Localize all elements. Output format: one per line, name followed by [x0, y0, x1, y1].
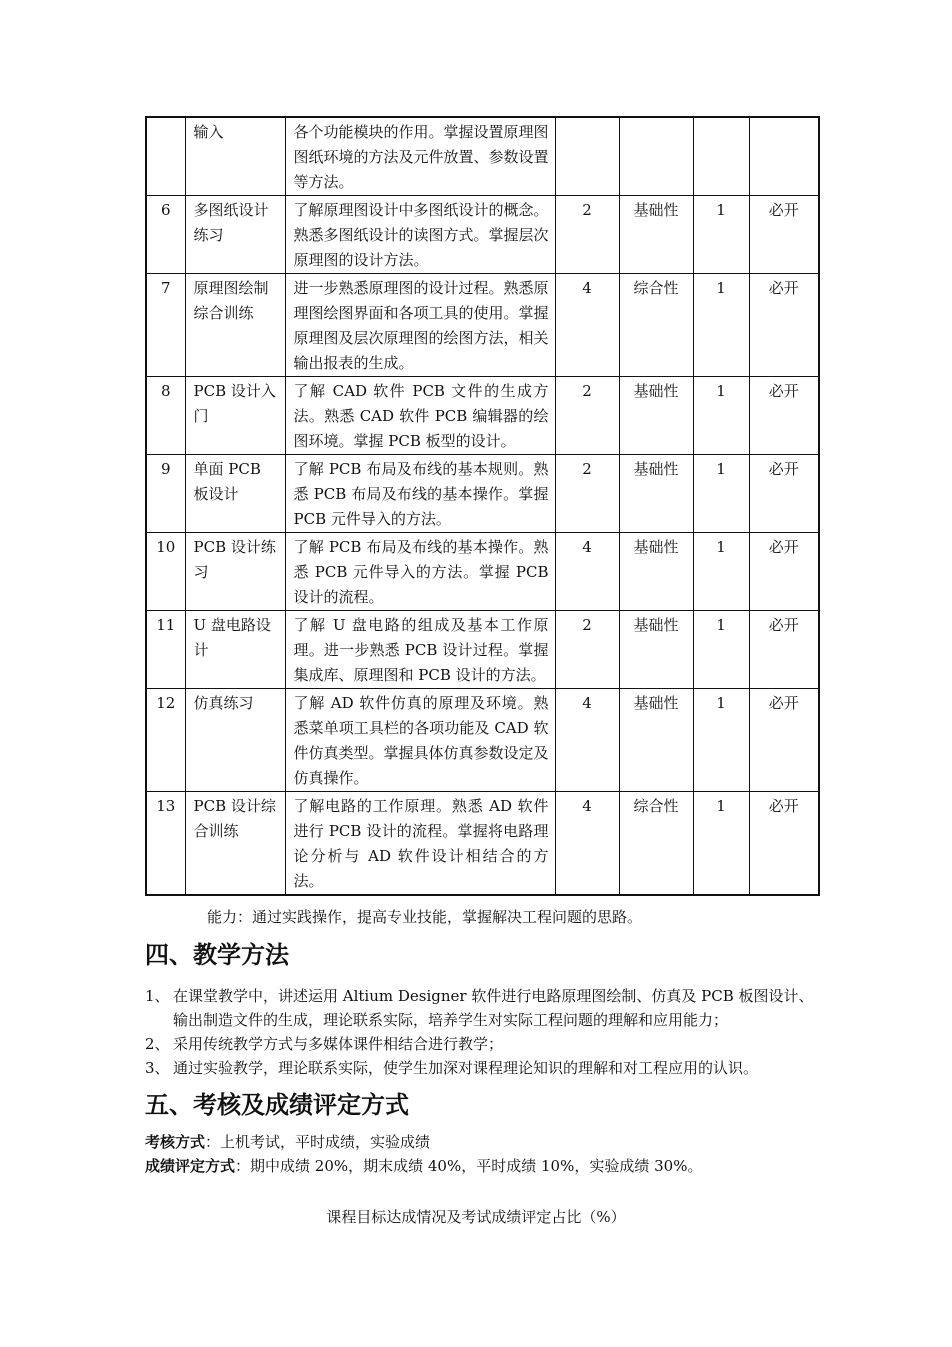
- table-row: [146, 117, 819, 196]
- assessment-method-text: ：上机考试，平时成绩，实验成绩: [205, 1133, 431, 1151]
- table-row: [146, 274, 819, 377]
- table-row: [146, 455, 819, 533]
- group-size-cell: 1: [693, 377, 749, 455]
- grading-method-text: ：期中成绩 20%，期末成绩 40%，平时成绩 10%，实验成绩 30%。: [235, 1157, 703, 1175]
- experiment-content-cell: 了解 U 盘电路的组成及基本工作原理。进一步熟悉 PCB 设计过程。掌握集成库、原理图和 PCB 设计的方法。: [285, 611, 555, 689]
- experiment-table: [145, 116, 820, 896]
- experiment-name-cell: 多图纸设计练习: [185, 196, 285, 274]
- experiment-content-cell: 了解 AD 软件仿真的原理及环境。熟悉菜单项工具栏的各项功能及 CAD 软件仿真类型。掌握具体仿真参数设定及仿真操作。: [285, 689, 555, 792]
- method-item-number: 1、: [145, 987, 170, 1005]
- method-item-number: 2、: [145, 1035, 170, 1053]
- row-number-cell: 9: [146, 455, 185, 533]
- requirement-cell: 必开: [749, 274, 819, 377]
- row-number-cell: 13: [146, 792, 185, 896]
- method-item-number: 3、: [145, 1059, 170, 1077]
- table-row: [146, 689, 819, 792]
- table-row: [146, 533, 819, 611]
- experiment-name-cell: 原理图绘制综合训练: [185, 274, 285, 377]
- row-number-cell: 10: [146, 533, 185, 611]
- requirement-cell: 必开: [749, 455, 819, 533]
- requirement-cell: 必开: [749, 377, 819, 455]
- group-size-cell: 1: [693, 455, 749, 533]
- experiment-hours-cell: 4: [555, 689, 619, 792]
- experiment-name-cell: 仿真练习: [185, 689, 285, 792]
- experiment-hours-cell: 4: [555, 274, 619, 377]
- ability-text: 能力：通过实践操作，提高专业技能，掌握解决工程问题的思路。: [207, 908, 643, 926]
- experiment-name-cell: PCB 设计练习: [185, 533, 285, 611]
- grading-method-label: 成绩评定方式: [145, 1157, 236, 1175]
- experiment-type-cell: 基础性: [619, 611, 693, 689]
- requirement-cell: 必开: [749, 792, 819, 896]
- method-item-text: 在课堂教学中，讲述运用 Altium Designer 软件进行电路原理图绘制、仿真及 PCB 板图设计、输出制造文件的生成，理论联系实际，培养学生对实际工程问题的理解和应用能力；: [173, 987, 814, 1029]
- assessment-method-label: 考核方式: [145, 1133, 206, 1151]
- method-item-2: [145, 1032, 820, 1056]
- experiment-hours-cell: 4: [555, 792, 619, 896]
- method-item-text: 采用传统教学方式与多媒体课件相结合进行教学；: [173, 1035, 504, 1053]
- experiment-type-cell: 综合性: [619, 792, 693, 896]
- requirement-cell: 必开: [749, 689, 819, 792]
- group-size-cell: 1: [693, 274, 749, 377]
- group-size-cell: 1: [693, 689, 749, 792]
- row-number-cell: 6: [146, 196, 185, 274]
- grading-method-line: [145, 1154, 702, 1178]
- experiment-hours-cell: 2: [555, 611, 619, 689]
- method-item-3: [145, 1056, 820, 1080]
- row-number-cell: 12: [146, 689, 185, 792]
- experiment-hours-cell: 2: [555, 196, 619, 274]
- experiment-content-cell: 了解 PCB 布局及布线的基本操作。熟悉 PCB 元件导入的方法。掌握 PCB 设计的流程。: [285, 533, 555, 611]
- table-caption: 课程目标达成情况及考试成绩评定占比（%）: [326, 1208, 626, 1226]
- experiment-hours-cell: [555, 117, 619, 196]
- experiment-content-cell: 了解电路的工作原理。熟悉 AD 软件进行 PCB 设计的流程。掌握将电路理论分析与 AD 软件设计相结合的方法。: [285, 792, 555, 896]
- table-row: [146, 377, 819, 455]
- row-number-cell: 11: [146, 611, 185, 689]
- method-item-text: 通过实验教学，理论联系实际，使学生加深对课程理论知识的理解和对工程应用的认识。: [173, 1059, 759, 1077]
- experiment-content-cell: 各个功能模块的作用。掌握设置原理图图纸环境的方法及元件放置、参数设置等方法。: [285, 117, 555, 196]
- experiment-type-cell: [619, 117, 693, 196]
- experiment-type-cell: 基础性: [619, 196, 693, 274]
- requirement-cell: 必开: [749, 533, 819, 611]
- experiment-content-cell: 了解 CAD 软件 PCB 文件的生成方法。熟悉 CAD 软件 PCB 编辑器的绘图环境。掌握 PCB 板型的设计。: [285, 377, 555, 455]
- experiment-type-cell: 基础性: [619, 689, 693, 792]
- table-row: [146, 611, 819, 689]
- experiment-type-cell: 基础性: [619, 377, 693, 455]
- experiment-type-cell: 基础性: [619, 533, 693, 611]
- experiment-hours-cell: 2: [555, 455, 619, 533]
- experiment-hours-cell: 2: [555, 377, 619, 455]
- requirement-cell: 必开: [749, 611, 819, 689]
- experiment-content-cell: 了解原理图设计中多图纸设计的概念。熟悉多图纸设计的读图方式。掌握层次原理图的设计方法。: [285, 196, 555, 274]
- row-number-cell: 8: [146, 377, 185, 455]
- group-size-cell: [693, 117, 749, 196]
- experiment-name-cell: U 盘电路设计: [185, 611, 285, 689]
- group-size-cell: 1: [693, 196, 749, 274]
- experiment-name-cell: PCB 设计入门: [185, 377, 285, 455]
- experiment-content-cell: 进一步熟悉原理图的设计过程。熟悉原理图绘图界面和各项工具的使用。掌握原理图及层次原理图的绘图方法，相关输出报表的生成。: [285, 274, 555, 377]
- experiment-type-cell: 基础性: [619, 455, 693, 533]
- group-size-cell: 1: [693, 533, 749, 611]
- method-item-1: [145, 984, 820, 1032]
- row-number-cell: 7: [146, 274, 185, 377]
- group-size-cell: 1: [693, 792, 749, 896]
- experiment-name-cell: 输入: [185, 117, 285, 196]
- requirement-cell: [749, 117, 819, 196]
- table-row: [146, 792, 819, 896]
- table-row: [146, 196, 819, 274]
- experiment-content-cell: 了解 PCB 布局及布线的基本规则。熟悉 PCB 布局及布线的基本操作。掌握 PCB 元件导入的方法。: [285, 455, 555, 533]
- experiment-table-body: [146, 117, 819, 895]
- assessment-method-line: [145, 1130, 430, 1154]
- experiment-type-cell: 综合性: [619, 274, 693, 377]
- section-heading-teaching-methods: 四、教学方法: [145, 940, 289, 969]
- section-heading-assessment: 五、考核及成绩评定方式: [145, 1090, 409, 1119]
- experiment-name-cell: PCB 设计综合训练: [185, 792, 285, 896]
- requirement-cell: 必开: [749, 196, 819, 274]
- row-number-cell: [146, 117, 185, 196]
- experiment-hours-cell: 4: [555, 533, 619, 611]
- experiment-name-cell: 单面 PCB 板设计: [185, 455, 285, 533]
- group-size-cell: 1: [693, 611, 749, 689]
